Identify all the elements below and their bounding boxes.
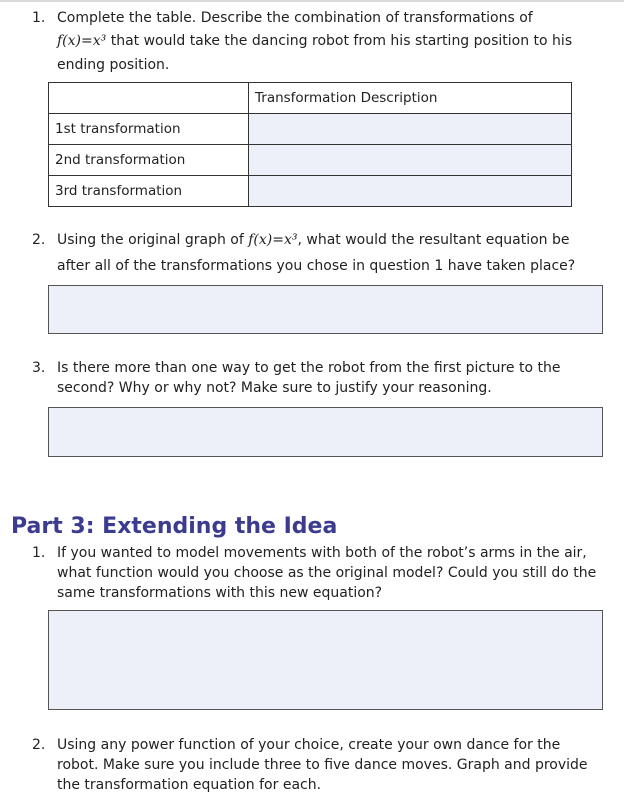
p3q1-line3: same transformations with this new equation? [57,585,383,601]
table-header-row [49,83,572,114]
q1-line3: ending position. [57,57,170,73]
row-answer-1[interactable] [249,114,572,145]
q2-number: 2. [32,232,46,248]
top-rule [0,0,624,2]
row-answer-2[interactable] [249,145,572,176]
q2-answer-box[interactable] [48,285,603,334]
q2-function: f(x)=x³ [248,232,298,248]
p3q2-line1: Using any power function of your choice, create your own dance for the [57,737,561,753]
table-row [49,114,572,145]
p3q2-line2: robot. Make sure you include three to five dance moves. Graph and provide [57,757,588,773]
q3-number: 3. [32,360,46,376]
p3q2-line3: the transformation equation for each. [57,777,322,793]
q1-line2-text: that would take the dancing robot from his starting position to his [106,33,573,49]
row-label-3: 3rd transformation [49,176,249,207]
q1-function: f(x)=x³ [57,33,107,49]
row-answer-3[interactable] [249,176,572,207]
q2-line1 [57,229,570,252]
q2-line2: after all of the transformations you chose in question 1 have taken place? [57,258,576,274]
part3-heading: Part 3: Extending the Idea [11,514,338,539]
p3q2-number: 2. [32,737,46,753]
row-label-1: 1st transformation [49,114,249,145]
q2-post: , what would the resultant equation be [297,232,570,248]
q1-number: 1. [32,10,46,26]
table-header-empty [49,83,249,114]
table-row [49,176,572,207]
p3q1-answer-box[interactable] [48,610,603,710]
q3-line1: Is there more than one way to get the robot from the first picture to the [57,360,561,376]
q2-pre: Using the original graph of [57,232,249,248]
p3q1-line2: what function would you choose as the original model? Could you still do the [57,565,597,581]
transformation-table [48,82,572,207]
q1-line2 [57,30,572,53]
p3q1-number: 1. [32,545,46,561]
q3-answer-box[interactable] [48,407,603,457]
row-label-2: 2nd transformation [49,145,249,176]
q3-line2: second? Why or why not? Make sure to justify your reasoning. [57,380,492,396]
table-row [49,145,572,176]
q1-line1: Complete the table. Describe the combination of transformations of [57,10,533,26]
p3q1-line1: If you wanted to model movements with both of the robot’s arms in the air, [57,545,587,561]
table-header-description: Transformation Description [249,83,572,114]
